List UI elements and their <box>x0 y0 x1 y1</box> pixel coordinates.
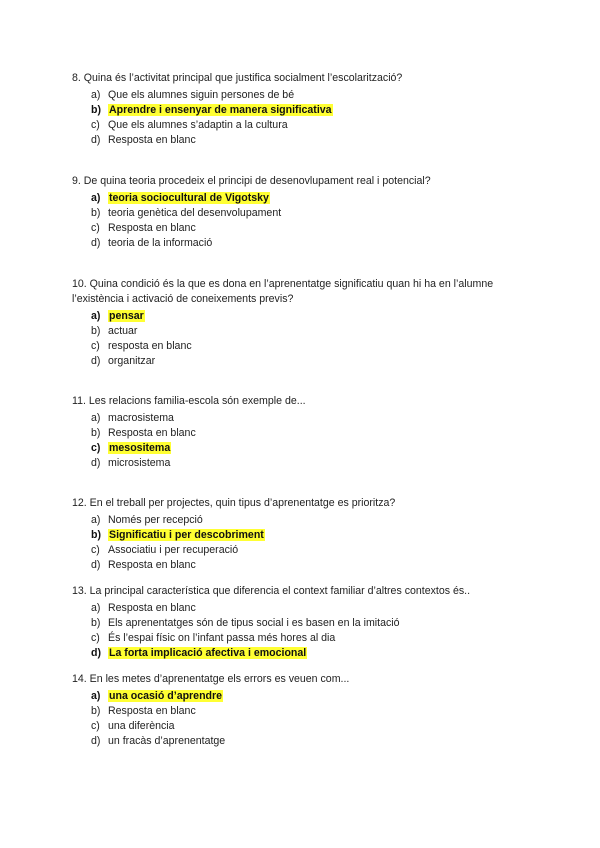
option-a: a) Que els alumnes siguin persones de bé <box>91 89 295 101</box>
option-a: a) Només per recepció <box>91 514 203 526</box>
option-c: c) una diferència <box>91 720 175 732</box>
question-text: 13. La principal característica que diferencia el context familiar d’altres contextos és.. <box>72 585 471 597</box>
options-list <box>72 513 542 573</box>
option-b-correct: b) Significatiu i per descobriment <box>91 529 264 541</box>
option-a-correct: a) una ocasió d’aprendre <box>91 690 223 702</box>
option-c-correct: c) mesositema <box>91 442 171 454</box>
options-list <box>72 689 542 749</box>
option-d: d) Resposta en blanc <box>91 134 196 146</box>
option-c: c) Associatiu i per recuperació <box>91 544 239 556</box>
options-list <box>72 88 542 148</box>
options-list <box>72 601 552 661</box>
question-12 <box>72 496 542 573</box>
option-d: d) organitzar <box>91 355 156 367</box>
option-c: c) És l’espai físic on l’infant passa més hores al dia <box>91 632 336 644</box>
question-text: 14. En les metes d’aprenentatge els errors es veuen com... <box>72 673 350 685</box>
question-10 <box>72 277 542 369</box>
option-c: c) Resposta en blanc <box>91 222 196 234</box>
options-list <box>72 411 542 471</box>
question-8 <box>72 71 542 148</box>
option-b: b) Els aprenentatges són de tipus social i es basen en la imitació <box>91 617 400 629</box>
option-c: c) Que els alumnes s’adaptin a la cultura <box>91 119 288 131</box>
option-a: a) Resposta en blanc <box>91 602 196 614</box>
option-b: b) Resposta en blanc <box>91 427 196 439</box>
option-a: a) macrosistema <box>91 412 174 424</box>
options-list <box>72 309 542 369</box>
option-b: b) Resposta en blanc <box>91 705 196 717</box>
question-11 <box>72 394 542 471</box>
option-d: d) Resposta en blanc <box>91 559 196 571</box>
option-b-correct: b) Aprendre i ensenyar de manera significativa <box>91 104 332 116</box>
option-c: c) resposta en blanc <box>91 340 192 352</box>
option-b: b) teoria genètica del desenvolupament <box>91 207 282 219</box>
option-d: d) teoria de la informació <box>91 237 213 249</box>
option-b: b) actuar <box>91 325 138 337</box>
option-d: d) un fracàs d’aprenentatge <box>91 735 226 747</box>
question-9 <box>72 174 542 251</box>
question-text: 11. Les relacions familia-escola són exemple de... <box>72 395 306 407</box>
question-13 <box>72 584 552 661</box>
option-d-correct: d) La forta implicació afectiva i emocional <box>91 647 307 659</box>
question-text: 12. En el treball per projectes, quin tipus d’aprenentatge es prioritza? <box>72 497 396 509</box>
question-text: 8. Quina és l’activitat principal que justifica socialment l’escolarització? <box>72 72 403 84</box>
option-d: d) microsistema <box>91 457 171 469</box>
question-14 <box>72 672 542 749</box>
question-text: 9. De quina teoria procedeix el principi de desenovlupament real i potencial? <box>72 175 431 187</box>
question-text: 10. Quina condició és la que es dona en l’aprenentatge significatiu quan hi ha en l’alumne l’existència i activació de coneixements previs? <box>72 278 494 305</box>
option-a-correct: a) pensar <box>91 310 144 322</box>
option-a-correct: a) teoria sociocultural de Vigotsky <box>91 192 269 204</box>
options-list <box>72 191 542 251</box>
